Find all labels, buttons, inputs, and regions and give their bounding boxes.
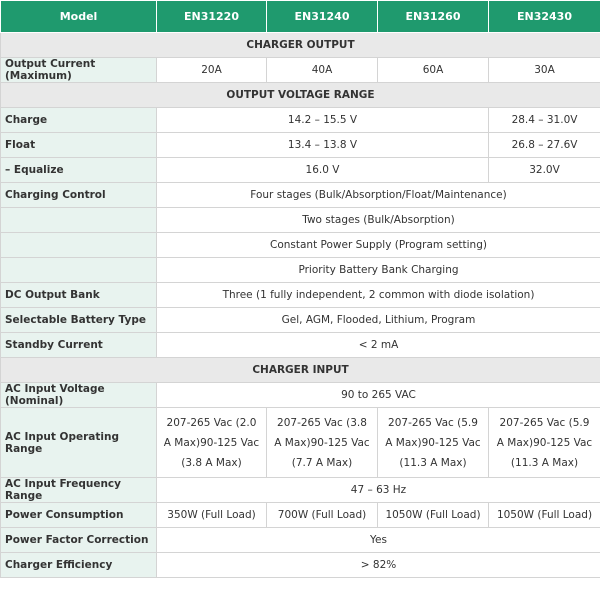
- float-last: 26.8 – 27.6V: [489, 133, 600, 158]
- battery-type-value: Gel, AGM, Flooded, Lithium, Program: [157, 308, 600, 333]
- equalize-last: 32.0V: [489, 158, 600, 183]
- power-consumption-4: 1050W (Full Load): [489, 503, 600, 528]
- ac-operating-range-1: 207-265 Vac (2.0 A Max)90-125 Vac (3.8 A Max): [157, 408, 267, 478]
- ac-frequency-value: 47 – 63 Hz: [157, 478, 600, 503]
- ac-operating-range-3: 207-265 Vac (5.9 A Max)90-125 Vac (11.3 A Max): [378, 408, 489, 478]
- row-label-empty: [1, 258, 157, 283]
- output-current-1: 20A: [157, 58, 267, 83]
- equalize-common: 16.0 V: [157, 158, 489, 183]
- row-label-efficiency: Charger Efficiency: [1, 553, 157, 578]
- table-row: [1, 383, 600, 408]
- header-model-1: EN31220: [157, 1, 267, 33]
- ac-operating-range-2: 207-265 Vac (3.8 A Max)90-125 Vac (7.7 A Max): [267, 408, 378, 478]
- section-charger-output: CHARGER OUTPUT: [1, 33, 600, 58]
- charge-last: 28.4 – 31.0V: [489, 108, 600, 133]
- table-row: [1, 183, 600, 208]
- output-current-2: 40A: [267, 58, 378, 83]
- ac-operating-range-4: 207-265 Vac (5.9 A Max)90-125 Vac (11.3 A Max): [489, 408, 600, 478]
- header-row: [1, 1, 600, 33]
- standby-current-value: < 2 mA: [157, 333, 600, 358]
- table-row: [1, 308, 600, 333]
- row-label-charge: Charge: [1, 108, 157, 133]
- section-row: [1, 33, 600, 58]
- float-common: 13.4 – 13.8 V: [157, 133, 489, 158]
- row-label-charging-control: Charging Control: [1, 183, 157, 208]
- charging-control-2: Two stages (Bulk/Absorption): [157, 208, 600, 233]
- charging-control-1: Four stages (Bulk/Absorption/Float/Maintenance): [157, 183, 600, 208]
- table-row: [1, 233, 600, 258]
- table-row: [1, 158, 600, 183]
- section-row: [1, 358, 600, 383]
- row-label-dc-output-bank: DC Output Bank: [1, 283, 157, 308]
- header-model-2: EN31240: [267, 1, 378, 33]
- table-row: [1, 208, 600, 233]
- row-label-ac-operating-range: AC Input Operating Range: [1, 408, 157, 478]
- table-row: [1, 58, 600, 83]
- dc-output-bank-value: Three (1 fully independent, 2 common with diode isolation): [157, 283, 600, 308]
- header-model: Model: [1, 1, 157, 33]
- power-consumption-2: 700W (Full Load): [267, 503, 378, 528]
- efficiency-value: > 82%: [157, 553, 600, 578]
- row-label-output-current: Output Current (Maximum): [1, 58, 157, 83]
- power-factor-value: Yes: [157, 528, 600, 553]
- table-row: [1, 133, 600, 158]
- row-label-ac-input-voltage: AC Input Voltage (Nominal): [1, 383, 157, 408]
- table-row: [1, 408, 600, 478]
- header-model-3: EN31260: [378, 1, 489, 33]
- section-row: [1, 83, 600, 108]
- section-charger-input: CHARGER INPUT: [1, 358, 600, 383]
- table-row: [1, 108, 600, 133]
- table-row: [1, 553, 600, 578]
- table-row: [1, 333, 600, 358]
- charging-control-4: Priority Battery Bank Charging: [157, 258, 600, 283]
- row-label-empty: [1, 233, 157, 258]
- header-model-4: EN32430: [489, 1, 600, 33]
- row-label-battery-type: Selectable Battery Type: [1, 308, 157, 333]
- row-label-float: Float: [1, 133, 157, 158]
- output-current-4: 30A: [489, 58, 600, 83]
- row-label-ac-frequency: AC Input Frequency Range: [1, 478, 157, 503]
- row-label-empty: [1, 208, 157, 233]
- table-row: [1, 283, 600, 308]
- row-label-equalize: – Equalize: [1, 158, 157, 183]
- charging-control-3: Constant Power Supply (Program setting): [157, 233, 600, 258]
- power-consumption-1: 350W (Full Load): [157, 503, 267, 528]
- table-row: [1, 503, 600, 528]
- charge-common: 14.2 – 15.5 V: [157, 108, 489, 133]
- row-label-power-consumption: Power Consumption: [1, 503, 157, 528]
- table-row: [1, 478, 600, 503]
- row-label-power-factor: Power Factor Correction: [1, 528, 157, 553]
- ac-input-voltage-value: 90 to 265 VAC: [157, 383, 600, 408]
- table-row: [1, 258, 600, 283]
- row-label-standby-current: Standby Current: [1, 333, 157, 358]
- section-output-voltage-range: OUTPUT VOLTAGE RANGE: [1, 83, 600, 108]
- output-current-3: 60A: [378, 58, 489, 83]
- table-row: [1, 528, 600, 553]
- power-consumption-3: 1050W (Full Load): [378, 503, 489, 528]
